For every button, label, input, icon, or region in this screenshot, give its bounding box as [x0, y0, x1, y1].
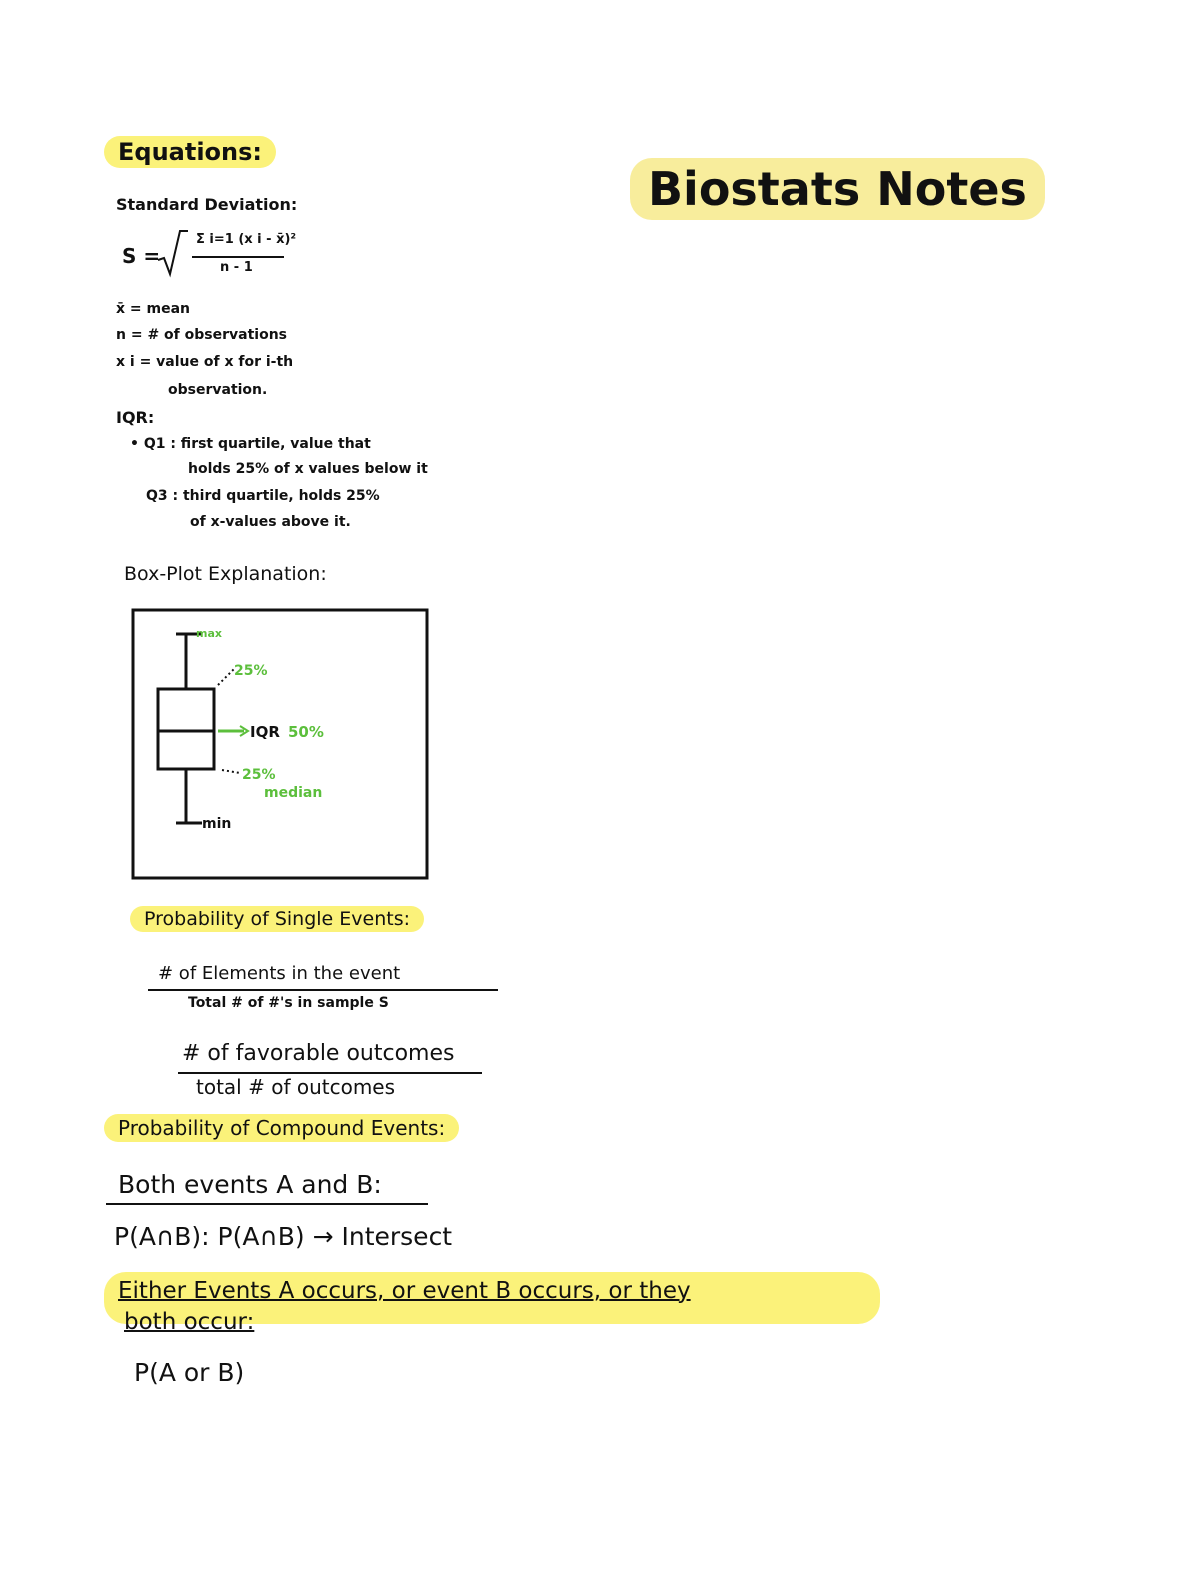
formula-lhs: S =	[122, 244, 161, 268]
fraction1-denominator: Total # of #'s in sample S	[188, 995, 389, 1011]
fraction2-numerator: # of favorable outcomes	[182, 1041, 455, 1066]
single-events-heading: Probability of Single Events:	[130, 906, 424, 932]
either-formula: P(A or B)	[134, 1358, 245, 1387]
equations-heading: Equations:	[104, 136, 276, 168]
compound-events-heading: Probability of Compound Events:	[104, 1114, 459, 1142]
both-events-label: Both events A and B:	[118, 1170, 382, 1199]
def-xi: x i = value of x for i-th	[116, 354, 294, 370]
def-xi-cont: observation.	[168, 382, 268, 398]
both-events-rule	[106, 1203, 428, 1205]
formula-numerator: Σ i=1 (x i - x̄)²	[196, 232, 297, 247]
boxplot-heading: Box-Plot Explanation:	[124, 563, 327, 585]
boxplot-diagram	[130, 607, 432, 881]
label-upper-pct: 25%	[234, 663, 268, 679]
def-n: n = # of observations	[116, 327, 287, 343]
either-events-line1: Either Events A occurs, or event B occurs, or they	[118, 1278, 691, 1304]
fraction1-bar	[148, 989, 498, 991]
std-dev-formula	[116, 228, 316, 284]
page-title: Biostats Notes	[630, 158, 1045, 220]
label-median: median	[264, 785, 323, 801]
label-iqr: IQR	[250, 723, 280, 741]
label-iqr-pct: 50%	[288, 723, 324, 741]
std-dev-label: Standard Deviation:	[116, 195, 298, 214]
iqr-q1-cont: holds 25% of x values below it	[188, 461, 428, 477]
iqr-q1: • Q1 : first quartile, value that	[130, 436, 371, 452]
label-lower-pct: 25%	[242, 767, 276, 783]
fraction1-numerator: # of Elements in the event	[158, 963, 401, 984]
iqr-q3-cont: of x-values above it.	[190, 514, 351, 530]
label-min: min	[202, 816, 232, 832]
iqr-q3: Q3 : third quartile, holds 25%	[146, 488, 380, 504]
radical-sign	[156, 228, 188, 278]
formula-denominator: n - 1	[220, 260, 253, 275]
intersect-line: P(A∩B): P(A∩B) → Intersect	[114, 1222, 453, 1251]
fraction2-bar	[178, 1072, 482, 1074]
iqr-heading: IQR:	[116, 408, 155, 427]
def-mean: x̄ = mean	[116, 301, 191, 317]
either-events-line2: both occur:	[124, 1309, 255, 1335]
label-max: max	[196, 627, 222, 640]
fraction2-denominator: total # of outcomes	[196, 1075, 396, 1099]
